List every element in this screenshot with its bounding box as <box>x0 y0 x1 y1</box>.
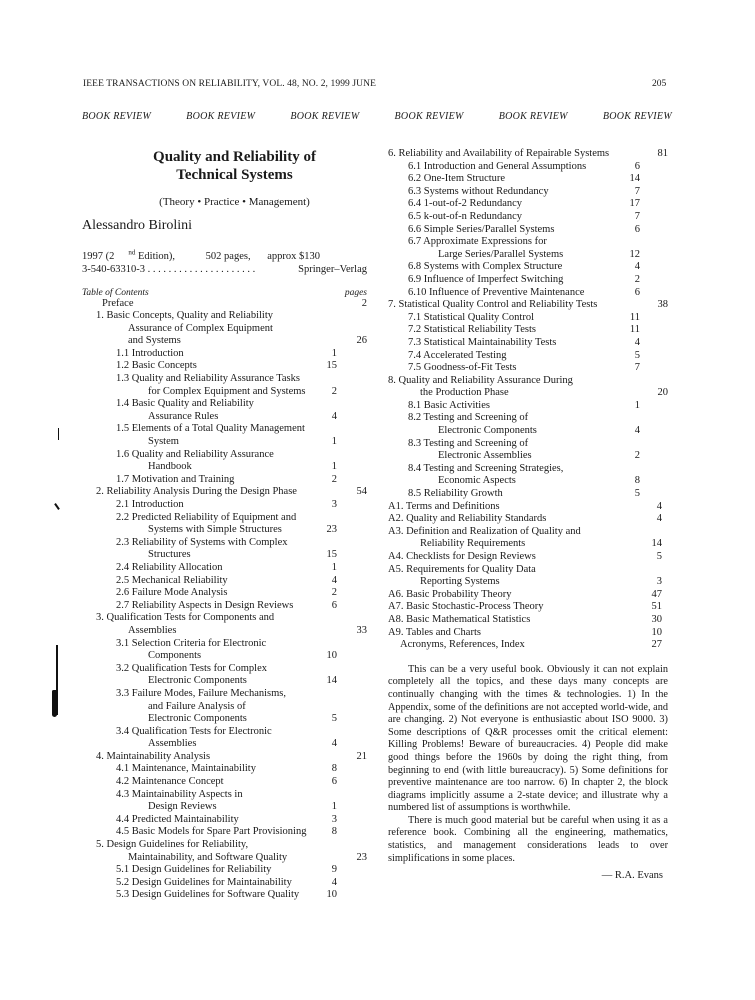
toc-header <box>82 288 367 298</box>
toc-entry-title: 3.3 Failure Modes, Failure Mechanisms, <box>116 687 287 699</box>
publisher: Springer–Verlag <box>298 263 367 275</box>
toc-entry <box>82 486 367 499</box>
banner-label: BOOK REVIEW <box>498 111 568 122</box>
toc-entry-title: 8. Quality and Reliability Assurance During <box>388 374 573 386</box>
toc-entry-title: 1.2 Basic Concepts <box>116 360 197 372</box>
scan-artifact <box>52 690 57 717</box>
toc-entry-page: 4 <box>656 513 662 525</box>
toc-entry-page: 23 <box>356 851 367 863</box>
toc-entry-title: 7. Statistical Quality Control and Reliability Tests <box>388 299 598 311</box>
toc-entry <box>82 335 367 348</box>
toc-entry <box>388 488 668 501</box>
toc-entry-title: 2.1 Introduction <box>116 499 184 510</box>
toc-entry-title: 4.4 Predicted Maintainability <box>116 813 239 825</box>
toc-entry <box>388 513 668 526</box>
toc-entry <box>388 450 668 463</box>
left-column <box>82 148 367 902</box>
toc-entry <box>388 148 668 161</box>
toc-entry-page: 8 <box>331 763 337 775</box>
toc-entry-page: 1 <box>331 801 337 813</box>
toc-entry-page: 15 <box>326 549 337 561</box>
toc-entry-title: 7.1 Statistical Quality Control <box>408 311 534 323</box>
toc-entry <box>82 360 367 373</box>
toc-entry-title: 4. Maintainability Analysis <box>96 750 211 762</box>
toc-entry-title: 6.8 Systems with Complex Structure <box>408 261 563 273</box>
toc-entry <box>388 425 668 438</box>
toc-entry <box>82 398 367 411</box>
toc-entry-page: 30 <box>651 613 662 625</box>
toc-entry-title: A8. Basic Mathematical Statistics <box>388 613 531 625</box>
toc-entry-title: 6.5 k-out-of-n Redundancy <box>408 210 523 222</box>
toc-entry-page: 6 <box>331 599 337 611</box>
publication-details <box>82 246 367 263</box>
toc-entry <box>388 564 668 577</box>
toc-entry <box>82 801 367 814</box>
toc-entry-title: Preface <box>102 297 134 309</box>
toc-entry <box>388 224 668 237</box>
book-subtitle: (Theory • Practice • Management) <box>159 196 310 208</box>
toc-entry <box>388 475 668 488</box>
toc-entry-page: 11 <box>629 324 640 336</box>
toc-entry-title: 7.2 Statistical Reliability Tests <box>408 324 536 336</box>
toc-entry <box>388 538 668 551</box>
toc-entry-page: 1 <box>331 347 337 359</box>
toc-entry <box>82 310 367 323</box>
toc-entry-title: 8.5 Reliability Growth <box>408 488 503 500</box>
toc-entry <box>388 261 668 274</box>
toc-entry-title: 8.4 Testing and Screening Strategies, <box>408 462 564 474</box>
toc-entry <box>388 576 668 589</box>
toc-entry <box>388 589 668 602</box>
toc-entry-title: Handbook <box>148 461 192 473</box>
toc-entry <box>388 614 668 627</box>
toc-entry-page: 2 <box>634 450 640 462</box>
toc-entry-page: 38 <box>657 299 668 311</box>
toc-entry-title: Maintainability, and Software Quality <box>128 851 288 863</box>
banner-label: BOOK REVIEW <box>82 111 152 122</box>
toc-entry-title: A5. Requirements for Quality Data <box>388 563 536 575</box>
toc-entry <box>82 663 367 676</box>
book-title <box>82 148 367 184</box>
toc-entry-title: 2.5 Mechanical Reliability <box>116 574 228 586</box>
toc-entry <box>388 350 668 363</box>
toc-heading: Table of Contents <box>82 287 149 298</box>
toc-entry <box>388 412 668 425</box>
toc-entry-title: 1.6 Quality and Reliability Assurance <box>116 448 274 460</box>
toc-entry-page: 6 <box>634 223 640 235</box>
toc-entry-title: 2.6 Failure Mode Analysis <box>116 587 228 599</box>
toc-entry <box>388 438 668 451</box>
toc-entry-page: 6 <box>634 160 640 172</box>
book-title-line: Technical Systems <box>176 167 293 183</box>
toc-entry-title: 3. Qualification Tests for Components and <box>96 612 275 624</box>
toc-entry <box>82 499 367 512</box>
toc-entry-title: 5.2 Design Guidelines for Maintainability <box>116 876 292 888</box>
toc-entry-title: A4. Checklists for Design Reviews <box>388 551 536 562</box>
toc-entry-title: 1.4 Basic Quality and Reliability <box>116 398 254 410</box>
toc-entry-page: 5 <box>656 551 662 562</box>
toc-entry-title: 4.1 Maintenance, Maintainability <box>116 763 256 775</box>
toc-entry-title: 6.9 Influence of Imperfect Switching <box>408 273 564 285</box>
toc-entry-title: 3.4 Qualification Tests for Electronic <box>116 725 272 737</box>
toc-entry <box>388 362 668 375</box>
toc-entry-title: 6.3 Systems without Redundancy <box>408 185 549 197</box>
toc-entry-title: 8.2 Testing and Screening of <box>408 412 529 424</box>
toc-entry-title: 6.2 One-Item Structure <box>408 173 506 185</box>
toc-entry-title: 2.7 Reliability Aspects in Design Reviews <box>116 599 294 611</box>
toc-entry-page: 21 <box>356 750 367 762</box>
year: 1997 (2 <box>82 250 115 262</box>
page-count: 502 pages, <box>205 250 251 262</box>
toc-entry <box>82 789 367 802</box>
toc-entry-title: 4.5 Basic Models for Spare Part Provisioning <box>116 826 307 838</box>
toc-entry-page: 4 <box>331 738 337 750</box>
toc-entry-page: 5 <box>634 349 640 361</box>
toc-entry-title: and Systems <box>128 335 181 347</box>
toc-entry <box>82 512 367 525</box>
toc-entry-page: 1 <box>331 436 337 448</box>
toc-entry-title: 6.1 Introduction and General Assumptions <box>408 160 587 172</box>
toc-entry-page: 12 <box>629 248 640 260</box>
toc-entry-page: 9 <box>331 864 337 876</box>
toc-entry-page: 1 <box>331 561 337 573</box>
toc-entry <box>388 173 668 186</box>
toc-entry-title: A7. Basic Stochastic-Process Theory <box>388 601 544 613</box>
toc-entry-page: 14 <box>326 675 337 687</box>
toc-entry <box>82 600 367 613</box>
page-number: 205 <box>652 79 667 89</box>
toc-entry-page: 5 <box>331 713 337 725</box>
review-paragraph: There is much good material but be careful when using it as a reference book. Combining all the engineering, mathematics, statistics, and management considerations leads to over simplifications in some places. <box>388 814 668 864</box>
toc-entry-page: 4 <box>331 876 337 888</box>
toc-entry-title: 8.3 Testing and Screening of <box>408 437 529 449</box>
toc-entry <box>388 639 668 652</box>
toc-entry <box>82 726 367 739</box>
toc-entry <box>82 474 367 487</box>
toc-entry-page: 23 <box>326 524 337 536</box>
toc-entry-page: 54 <box>356 486 367 498</box>
toc-entry <box>82 814 367 827</box>
toc-entry-page: 14 <box>629 173 640 185</box>
toc-entry <box>82 587 367 600</box>
toc-entry-title: 2.3 Reliability of Systems with Complex <box>116 536 288 548</box>
toc-entry-page: 4 <box>331 574 337 586</box>
toc-right-list <box>388 148 668 652</box>
edition-superscript: nd <box>128 248 136 256</box>
toc-entry-title: Economic Aspects <box>438 475 516 487</box>
isbn-row <box>82 263 367 276</box>
right-column <box>388 148 668 881</box>
toc-entry <box>82 411 367 424</box>
book-review-banner <box>82 111 672 122</box>
toc-entry-title: A3. Definition and Realization of Quality and <box>388 525 581 537</box>
toc-entry-page: 3 <box>331 499 337 510</box>
book-title-line: Quality and Reliability of <box>153 149 316 165</box>
toc-entry <box>388 551 668 564</box>
toc-entry-title: 1.5 Elements of a Total Quality Management <box>116 423 305 435</box>
toc-entry <box>82 839 367 852</box>
toc-entry <box>388 601 668 614</box>
toc-entry <box>82 323 367 336</box>
toc-entry <box>82 386 367 399</box>
toc-entry-title: and Failure Analysis of <box>148 700 246 712</box>
toc-entry-page: 4 <box>331 410 337 422</box>
toc-entry <box>82 298 367 311</box>
toc-entry-title: Systems with Simple Structures <box>148 524 282 536</box>
toc-entry-page: 1 <box>634 399 640 411</box>
toc-entry-page: 81 <box>657 148 668 159</box>
banner-label: BOOK REVIEW <box>602 111 672 122</box>
toc-entry <box>82 638 367 651</box>
toc-entry-title: 4.2 Maintenance Concept <box>116 776 224 788</box>
toc-entry <box>82 688 367 701</box>
toc-entry-title: 6.7 Approximate Expressions for <box>408 236 547 248</box>
review-paragraph: This can be a very useful book. Obviously it can not explain completely all the topics, and these days many concepts are continually changing with the times & technologies. 1) In the Appendix, some of the definitions are not accepted world-wide, and are changing. 2) Not everyone is enthusiastic about ISO 9000. 3) Some descriptions of Q&R processes omit the critical element: Killing Problems! Beware of bureaucracies. 4) People did make good things before the 1960s by doing the right thing, from beginning to end (with little bureaucracy). 5) Some definitions for preventive maintenance are too narrow. 6) In chapter 2, the block diagrams implicitly assume a 2-state device; and illustrate why a numbered list of assumptions is worthwhile. <box>388 663 668 814</box>
toc-entry-page: 6 <box>331 776 337 788</box>
toc-entry <box>82 852 367 865</box>
toc-entry-page: 7 <box>634 185 640 197</box>
toc-entry <box>82 436 367 449</box>
toc-entry <box>388 161 668 174</box>
toc-entry-title: A9. Tables and Charts <box>388 626 481 638</box>
toc-entry-page: 4 <box>634 336 640 348</box>
toc-entry-title: 4.3 Maintainability Aspects in <box>116 788 243 800</box>
toc-entry <box>388 299 668 312</box>
toc-entry <box>82 826 367 839</box>
toc-entry-title: 7.5 Goodness-of-Fit Tests <box>408 362 517 374</box>
book-author: Alessandro Birolini <box>82 218 193 233</box>
toc-entry-page: 20 <box>657 387 668 399</box>
toc-entry <box>82 864 367 877</box>
toc-entry-title: Electronic Components <box>148 675 247 687</box>
toc-entry <box>82 562 367 575</box>
toc-entry-page: 1 <box>331 461 337 473</box>
toc-entry-page: 2 <box>331 587 337 599</box>
toc-entry-page: 26 <box>356 335 367 347</box>
toc-entry-title: 5.3 Design Guidelines for Software Quality <box>116 889 300 901</box>
toc-entry <box>82 889 367 902</box>
toc-entry <box>388 387 668 400</box>
toc-entry <box>388 312 668 325</box>
toc-entry <box>388 375 668 388</box>
toc-entry-title: 5.1 Design Guidelines for Reliability <box>116 864 272 876</box>
toc-entry-title: 7.3 Statistical Maintainability Tests <box>408 336 557 348</box>
toc-entry <box>388 337 668 350</box>
toc-entry-title: Reporting Systems <box>420 576 500 588</box>
toc-entry-page: 27 <box>651 639 662 651</box>
toc-entry-title: Design Reviews <box>148 801 217 813</box>
toc-entry <box>388 627 668 640</box>
publication-info <box>82 246 367 276</box>
toc-entry-title: Electronic Assemblies <box>438 450 532 462</box>
toc-entry-page: 3 <box>331 813 337 825</box>
toc-entry <box>388 236 668 249</box>
banner-label: BOOK REVIEW <box>186 111 256 122</box>
toc-entry-title: 7.4 Accelerated Testing <box>408 349 507 361</box>
reviewer-signature: — R.A. Evans <box>601 870 663 882</box>
toc-entry-page: 33 <box>356 624 367 636</box>
toc-entry <box>388 501 668 514</box>
scan-artifact <box>54 503 60 510</box>
toc-entry-title: 8.1 Basic Activities <box>408 399 490 411</box>
toc-entry-title: the Production Phase <box>420 387 509 399</box>
toc-entry-title: A2. Quality and Reliability Standards <box>388 513 547 525</box>
toc-entry-title: Reliability Requirements <box>420 538 526 550</box>
toc-entry-page: 11 <box>629 311 640 323</box>
toc-entry-title: 2. Reliability Analysis During the Design Phase <box>96 486 297 498</box>
scan-artifact <box>58 428 59 440</box>
toc-entry-page: 7 <box>634 210 640 222</box>
toc-entry-title: 6.6 Simple Series/Parallel Systems <box>408 223 555 235</box>
toc-entry-title: 1. Basic Concepts, Quality and Reliability <box>96 310 274 322</box>
toc-entry-page: 15 <box>326 360 337 372</box>
isbn: 3-540-63310-3 . . . . . . . . . . . . . . . . . . . . . <box>82 263 256 275</box>
toc-entry-page: 10 <box>326 889 337 901</box>
toc-entry <box>82 449 367 462</box>
toc-entry-title: 2.2 Predicted Reliability of Equipment and <box>116 511 297 523</box>
journal-running-head: IEEE TRANSACTIONS ON RELIABILITY, VOL. 48, NO. 2, 1999 JUNE <box>83 79 377 89</box>
toc-entry-title: A1. Terms and Definitions <box>388 500 500 512</box>
toc-entry-title: Assemblies <box>128 624 177 636</box>
toc-entry <box>82 348 367 361</box>
toc-entry <box>82 625 367 638</box>
price: approx $130 <box>267 250 321 262</box>
toc-entry-title: 5. Design Guidelines for Reliability, <box>96 839 249 851</box>
toc-entry-title: Electronic Components <box>438 425 537 437</box>
toc-entry <box>388 287 668 300</box>
toc-entry-page: 8 <box>331 826 337 838</box>
toc-left-list <box>82 298 367 903</box>
banner-label: BOOK REVIEW <box>290 111 360 122</box>
toc-entry-title: Assurance Rules <box>148 410 219 422</box>
toc-entry <box>82 751 367 764</box>
toc-entry <box>388 249 668 262</box>
toc-entry-page: 2 <box>634 273 640 285</box>
toc-entry-title: A6. Basic Probability Theory <box>388 588 512 600</box>
toc-entry <box>82 524 367 537</box>
toc-entry-title: Components <box>148 650 202 662</box>
toc-entry <box>82 575 367 588</box>
toc-entry <box>82 701 367 714</box>
toc-entry <box>82 423 367 436</box>
toc-entry <box>82 612 367 625</box>
toc-entry <box>82 650 367 663</box>
toc-entry-page: 8 <box>634 475 640 487</box>
toc-entry <box>82 675 367 688</box>
toc-entry-title: for Complex Equipment and Systems <box>148 385 306 397</box>
toc-entry-page: 4 <box>634 425 640 437</box>
banner-label: BOOK REVIEW <box>394 111 464 122</box>
toc-entry <box>82 461 367 474</box>
toc-entry-page: 4 <box>634 261 640 273</box>
toc-entry-title: 1.7 Motivation and Training <box>116 473 235 485</box>
toc-entry <box>82 713 367 726</box>
toc-entry-title: 2.4 Reliability Allocation <box>116 561 223 573</box>
review-text <box>388 664 668 866</box>
toc-entry-page: 51 <box>651 601 662 613</box>
toc-entry <box>82 877 367 890</box>
toc-entry <box>82 549 367 562</box>
toc-entry-page: 2 <box>331 385 337 397</box>
toc-entry-page: 7 <box>634 362 640 374</box>
toc-entry-title: 6.4 1-out-of-2 Redundancy <box>408 198 523 210</box>
toc-entry <box>82 537 367 550</box>
toc-entry-title: Large Series/Parallel Systems <box>438 248 564 260</box>
toc-entry-page: 17 <box>629 198 640 210</box>
toc-entry-title: System <box>148 436 179 448</box>
toc-entry <box>388 400 668 413</box>
toc-entry-title: 3.1 Selection Criteria for Electronic <box>116 637 267 649</box>
toc-entry <box>82 763 367 776</box>
toc-pages-label: pages <box>344 287 367 298</box>
toc-entry-title: Acronyms, References, Index <box>400 639 525 651</box>
toc-entry <box>388 211 668 224</box>
toc-entry-title: Assurance of Complex Equipment <box>128 322 273 334</box>
edition-label: Edition), <box>135 250 176 262</box>
toc-entry-title: Assemblies <box>148 738 197 750</box>
toc-entry-page: 4 <box>656 500 662 512</box>
toc-entry-page: 10 <box>651 626 662 638</box>
toc-entry <box>388 526 668 539</box>
toc-entry-page: 6 <box>634 286 640 298</box>
toc-entry <box>388 198 668 211</box>
toc-entry-title: Electronic Components <box>148 713 247 725</box>
toc-entry-title: 1.1 Introduction <box>116 347 184 359</box>
toc-entry-page: 2 <box>361 297 367 309</box>
toc-entry <box>388 463 668 476</box>
toc-entry-page: 5 <box>634 488 640 500</box>
toc-entry-page: 10 <box>326 650 337 662</box>
toc-entry-title: 6. Reliability and Availability of Repairable Systems <box>388 148 610 159</box>
toc-entry <box>388 324 668 337</box>
toc-entry <box>82 738 367 751</box>
toc-entry <box>388 186 668 199</box>
toc-entry-title: 3.2 Qualification Tests for Complex <box>116 662 268 674</box>
toc-entry-page: 14 <box>651 538 662 550</box>
toc-entry-title: Structures <box>148 549 191 561</box>
toc-entry-page: 3 <box>656 576 662 588</box>
toc-entry <box>388 274 668 287</box>
toc-entry-page: 2 <box>331 473 337 485</box>
toc-entry-title: 1.3 Quality and Reliability Assurance Tasks <box>116 373 300 385</box>
toc-entry <box>82 776 367 789</box>
toc-entry <box>82 373 367 386</box>
toc-entry-page: 47 <box>651 588 662 600</box>
toc-entry-title: 6.10 Influence of Preventive Maintenance <box>408 286 585 298</box>
edition <box>82 248 189 262</box>
